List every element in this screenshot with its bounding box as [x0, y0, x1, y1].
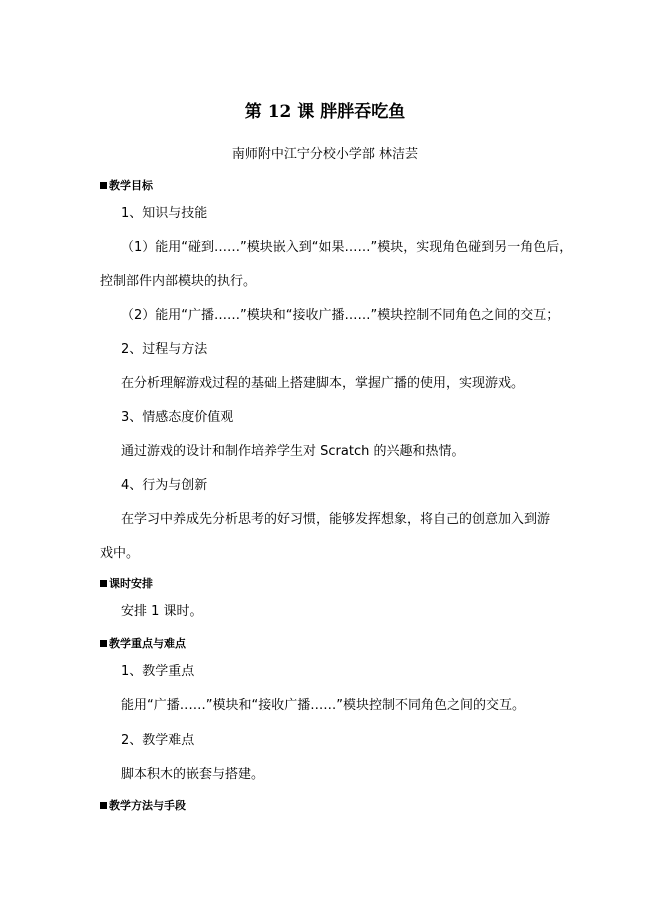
square-bullet-icon [100, 182, 107, 189]
goals-sub3-paragraph: 通过游戏的设计和制作培养学生对 Scratch 的兴趣和热情。 [121, 444, 465, 459]
goals-sub3-title: 3、情感态度价值观 [121, 410, 234, 425]
goals-sub2-paragraph: 在分析理解游戏过程的基础上搭建脚本，掌握广播的使用，实现游戏。 [121, 376, 525, 391]
goals-sub4-title: 4、行为与创新 [121, 478, 208, 493]
key-points-sub2-title: 2、教学难点 [121, 733, 195, 748]
key-points-sub2-paragraph: 脚本积木的嵌套与搭建。 [121, 767, 265, 782]
square-bullet-icon [100, 580, 107, 587]
goals-sub1-paragraph2: （2）能用“广播……”模块和“接收广播……”模块控制不同角色之间的交互； [121, 308, 560, 323]
goals-sub4-paragraph-line2: 戏中。 [100, 546, 140, 561]
key-points-sub1-paragraph: 能用“广播……”模块和“接收广播……”模块控制不同角色之间的交互。 [121, 698, 525, 713]
square-bullet-icon [100, 640, 107, 647]
author-line: 南师附中江宁分校小学部 林洁芸 [231, 147, 419, 162]
goals-sub1-title: 1、知识与技能 [121, 206, 208, 221]
section-heading-schedule: 课时安排 [100, 576, 153, 592]
goals-sub2-title: 2、过程与方法 [121, 342, 208, 357]
section-heading-methods: 教学方法与手段 [100, 798, 186, 814]
goals-sub4-paragraph-line1: 在学习中养成先分析思考的好习惯，能够发挥想象，将自己的创意加入到游 [121, 512, 551, 527]
goals-sub1-paragraph1-line1: （1）能用“碰到……”模块嵌入到“如果……”模块，实现角色碰到另一角色后， [121, 240, 573, 255]
key-points-sub1-title: 1、教学重点 [121, 664, 195, 679]
section-heading-key-points: 教学重点与难点 [100, 636, 186, 652]
lesson-title: 第 12 课 胖胖吞吃鱼 [244, 102, 406, 122]
section-heading-goals: 教学目标 [100, 178, 153, 194]
square-bullet-icon [100, 802, 107, 809]
goals-sub1-paragraph1-line2: 控制部件内部模块的执行。 [100, 274, 257, 289]
schedule-text: 安排 1 课时。 [121, 604, 203, 619]
